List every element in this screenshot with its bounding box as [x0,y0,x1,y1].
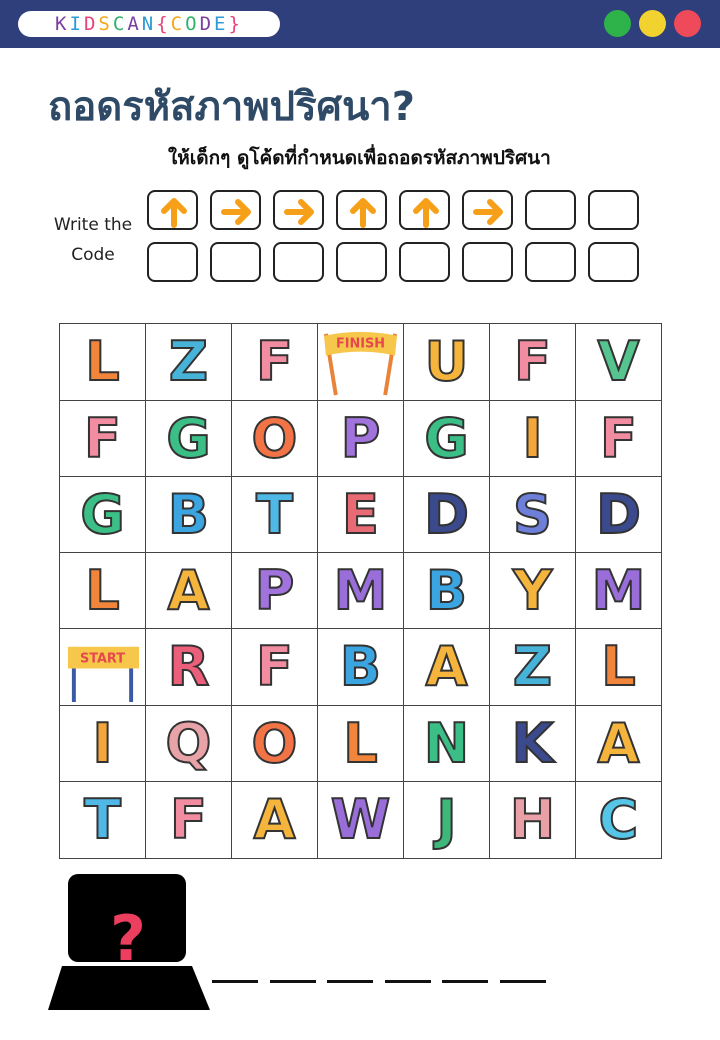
answer-box[interactable] [273,242,324,282]
grid-letter: L [85,330,120,393]
arrow-up-icon [345,194,381,230]
write-code-label-line1: Write the [53,215,133,235]
grid-cell-p [317,400,404,477]
grid-letter: L [343,712,378,775]
grid-letter: J [436,788,457,851]
grid-cell-d [575,476,662,553]
window-dot-red [674,10,701,37]
grid-cell-u [403,323,490,401]
grid-cell-o [231,705,318,782]
grid-letter: O [251,712,298,775]
grid-letter: F [170,788,207,851]
answer-box[interactable] [147,242,198,282]
grid-cell-o [231,400,318,477]
logo-char: } [228,13,243,35]
grid-letter: V [597,330,640,393]
grid-cell-z [145,323,232,401]
code-box [462,190,513,230]
grid-cell-a [403,628,490,706]
question-mark: ? [110,902,146,975]
grid-cell-d [403,476,490,553]
grid-cell-p [231,552,318,629]
grid-cell-f [489,323,576,401]
logo-char: D [199,13,215,35]
grid-letter: Y [512,559,553,622]
grid-letter: F [514,330,551,393]
laptop-question-icon [48,874,214,1014]
window-dot-green [604,10,631,37]
grid-letter: M [333,559,388,622]
grid-cell-v [575,323,662,401]
grid-cell-l [59,552,146,629]
grid-letter: G [424,407,469,470]
grid-letter: I [522,407,543,470]
banner-label: FINISH [335,336,386,352]
grid-cell-f [575,400,662,477]
grid-letter: L [85,559,120,622]
grid-cell-m [317,552,404,629]
grid-cell-f [59,400,146,477]
grid-cell-f [231,323,318,401]
grid-letter: U [424,330,469,393]
answer-blank-line[interactable] [270,980,316,983]
grid-letter: H [509,788,556,851]
grid-letter: G [166,407,211,470]
grid-letter: Z [512,635,553,698]
grid-cell-n [403,705,490,782]
grid-letter: K [511,712,554,775]
code-box [147,190,198,230]
grid-cell-e [317,476,404,553]
grid-letter: B [339,635,382,698]
window-dot-yellow [639,10,666,37]
answer-box[interactable] [588,242,639,282]
code-box [588,190,639,230]
grid-letter: D [424,483,469,546]
letter-grid [59,323,661,858]
answer-box[interactable] [399,242,450,282]
grid-cell-i [59,705,146,782]
grid-letter: A [425,635,468,698]
grid-cell-q [145,705,232,782]
grid-letter: G [80,483,125,546]
grid-cell-y [489,552,576,629]
grid-cell-m [575,552,662,629]
grid-letter: I [92,712,113,775]
grid-cell-j [403,781,490,859]
grid-cell-f [231,628,318,706]
code-box [336,190,387,230]
start-banner [59,628,146,706]
answer-blank-line[interactable] [442,980,488,983]
grid-cell-f [145,781,232,859]
grid-letter: Q [165,712,212,775]
grid-cell-r [145,628,232,706]
answer-box[interactable] [525,242,576,282]
grid-cell-l [59,323,146,401]
write-code-label [52,210,134,270]
grid-cell-a [145,552,232,629]
grid-letter: T [84,788,121,851]
grid-cell-b [403,552,490,629]
code-box [273,190,324,230]
grid-letter: O [251,407,298,470]
grid-letter: B [167,483,210,546]
grid-letter: A [253,788,296,851]
grid-cell-t [59,781,146,859]
grid-cell-w [317,781,404,859]
answer-blank-line[interactable] [500,980,546,983]
grid-cell-s [489,476,576,553]
answer-box[interactable] [462,242,513,282]
logo-char: O [185,13,200,35]
grid-cell-a [575,705,662,782]
grid-cell-k [489,705,576,782]
instruction-text: ให้เด็กๆ ดูโค้ดที่กำหนดเพื่อถอดรหัสภาพปริศนา [168,147,551,169]
grid-letter: R [167,635,210,698]
logo-char: E [214,13,229,35]
grid-cell-g [145,400,232,477]
grid-letter: C [598,788,639,851]
arrow-right-icon [282,194,318,230]
answer-blank-line[interactable] [327,980,373,983]
grid-letter: B [425,559,468,622]
logo-char: S [98,13,113,35]
arrow-right-icon [219,194,255,230]
grid-letter: E [342,483,379,546]
page-title: ถอดรหัสภาพปริศนา? [48,84,415,130]
grid-letter: T [256,483,293,546]
grid-cell-t [231,476,318,553]
logo-text [18,11,280,37]
write-code-label-line2: Code [71,245,115,265]
finish-banner [317,323,404,401]
grid-cell-z [489,628,576,706]
grid-letter: F [256,635,293,698]
grid-letter: M [591,559,646,622]
grid-letter: F [600,407,637,470]
grid-letter: A [597,712,640,775]
code-box [399,190,450,230]
grid-cell-b [317,628,404,706]
grid-letter: P [340,407,381,470]
logo-char: A [127,13,142,35]
grid-letter: D [596,483,641,546]
grid-letter: S [513,483,552,546]
grid-letter: Z [168,330,209,393]
logo-char: D [83,13,99,35]
arrow-right-icon [471,194,507,230]
answer-box[interactable] [210,242,261,282]
arrow-up-icon [156,194,192,230]
grid-letter: F [256,330,293,393]
code-box [525,190,576,230]
grid-letter: W [330,788,391,851]
arrow-up-icon [408,194,444,230]
answer-blank-line[interactable] [212,980,258,983]
grid-letter: N [423,712,470,775]
logo-char: C [170,13,186,35]
grid-cell-l [575,628,662,706]
banner-label: START [80,651,125,667]
grid-letter: L [601,635,636,698]
code-box [210,190,261,230]
grid-letter: A [167,559,210,622]
logo-char: N [141,13,157,35]
logo-char: I [69,13,84,35]
grid-cell-h [489,781,576,859]
grid-cell-b [145,476,232,553]
finish-flag-icon [318,324,403,400]
grid-cell-g [59,476,146,553]
answer-box[interactable] [336,242,387,282]
logo-char: C [112,13,128,35]
grid-cell-a [231,781,318,859]
logo-char: K [55,13,70,35]
grid-cell-c [575,781,662,859]
start-flag-icon [60,629,145,705]
logo-char: { [156,13,171,35]
grid-cell-i [489,400,576,477]
grid-cell-l [317,705,404,782]
grid-letter: P [254,559,295,622]
grid-cell-g [403,400,490,477]
answer-blank-line[interactable] [385,980,431,983]
grid-letter: F [84,407,121,470]
